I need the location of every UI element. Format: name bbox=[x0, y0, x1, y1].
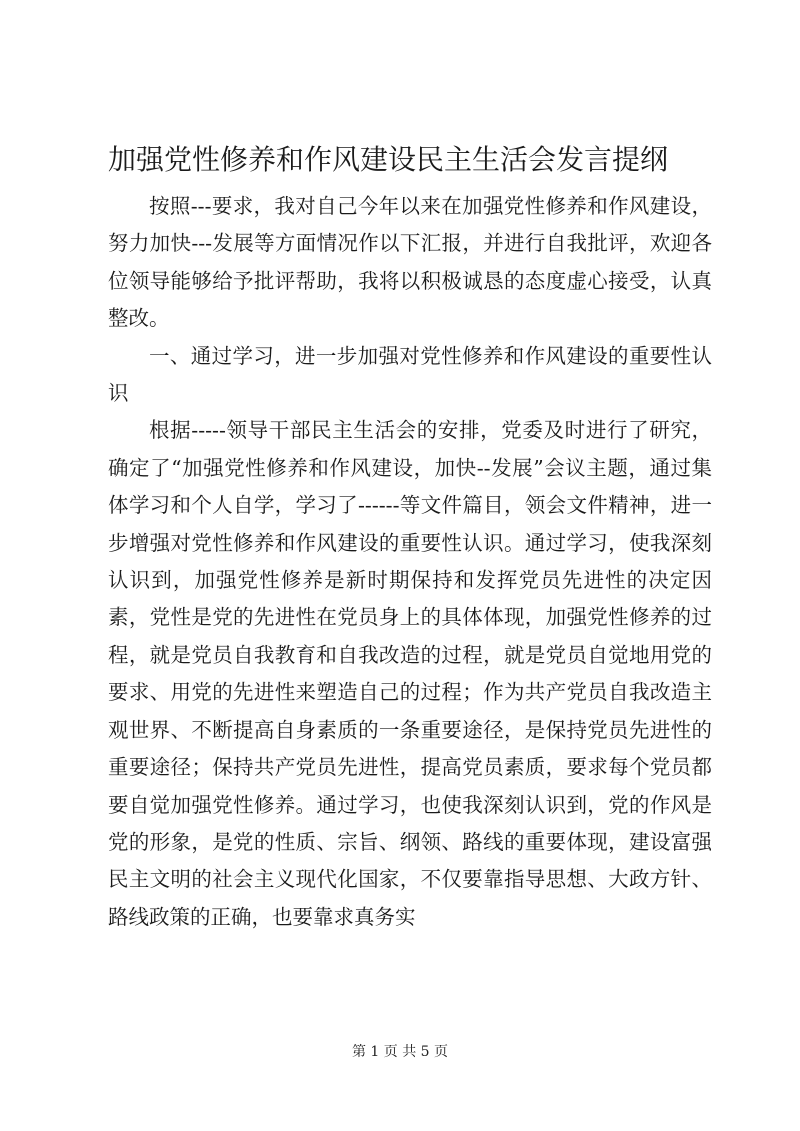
section-heading-1: 一、通过学习，进一步加强对党性修养和作风建设的重要性认识 bbox=[108, 343, 712, 406]
page-footer: 第 1 页 共 5 页 bbox=[351, 1044, 449, 1060]
document-body bbox=[108, 188, 712, 936]
paragraph-intro: 按照---要求，我对自己今年以来在加强党性修养和作风建设，努力加快---发展等方面情况作以下汇报，并进行自我批评，欢迎各位领导能够给予批评帮助，我将以积极诚恳的态度虚心接受，认真整改。 bbox=[108, 194, 712, 331]
page-title: 加强党性修养和作风建设民主生活会发言提纲 bbox=[108, 143, 669, 176]
paragraph-section-1: 根据-----领导干部民主生活会的安排，党委及时进行了研究，确定了“加强党性修养和作风建设，加快--发展”会议主题，通过集体学习和个人自学，学习了------等文件篇目，领会文件精神，进一步增强对党性修养和作风建设的重要性认识。通过学习，使我深刻认识到，加强党性修养是新时期保持和发挥党员先进性的决定因素，党性是党的先进性在党员身上的具体体现，加强党性修养的过程，就是党员自我教育和自我改造的过程，就是党员自觉地用党的要求、用党的先进性来塑造自己的过程；作为共产党员自我改造主观世界、不断提高自身素质的一条重要途径，是保持党员先进性的重要途径；保持共产党员先进性，提高党员素质，要求每个党员都要自觉加强党性修养。通过学习，也使我深刻认识到，党的作风是党的形象，是党的性质、宗旨、纲领、路线的重要体现，建设富强民主文明的社会主义现代化国家，不仅要靠指导思想、大政方针、路线政策的正确，也要靠求真务实 bbox=[108, 418, 712, 929]
